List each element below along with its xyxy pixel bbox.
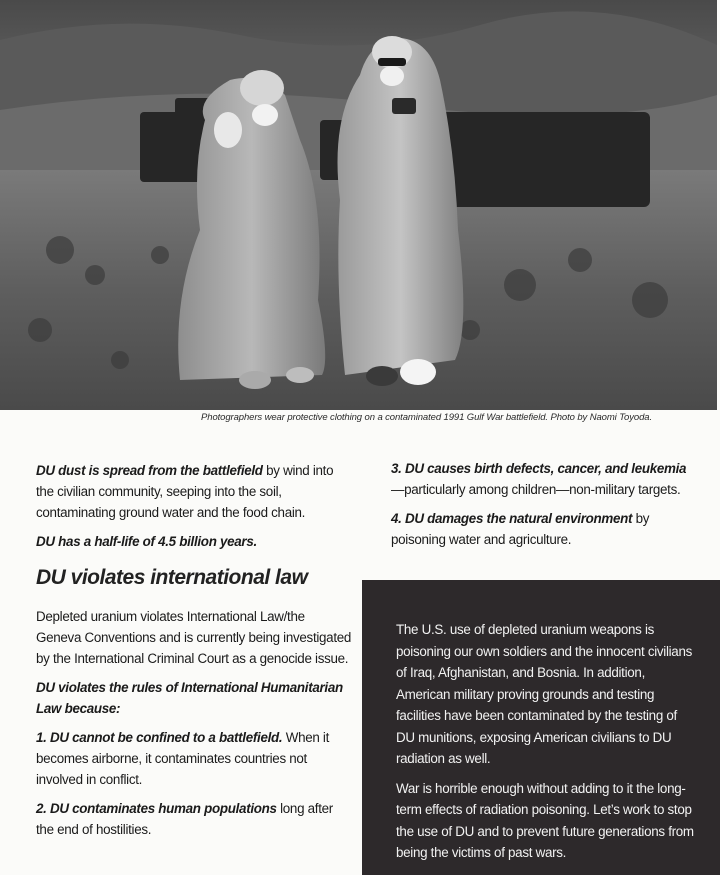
half-life-statement: DU has a half-life of 4.5 billion years.: [36, 534, 257, 549]
callout-paragraph-1: The U.S. use of depleted uranium weapons is poisoning our own soldiers and the innocent civilians of Iraq, Afghanistan, and Bosnia. In addition, American military proving grounds and testing facilities have been contaminated by the testing of DU munitions, exposing American civilians to DU radiation as well.: [396, 622, 692, 766]
item-1-lead: 1. DU cannot be confined to a battlefield.: [36, 730, 283, 745]
section-heading: DU violates international law: [36, 566, 308, 589]
item-3-text: —particularly among children—non-military targets.: [391, 482, 681, 497]
photo-caption: Photographers wear protective clothing on a contaminated 1991 Gulf War battlefield. Photo by Naomi Toyoda.: [201, 412, 652, 423]
left-column: [36, 460, 352, 552]
callout-paragraph-2: War is horrible enough without adding to it the long-term effects of radiation poisoning. Let’s work to stop the use of DU and to prevent future generations from being the victims of past wars.: [396, 780, 694, 860]
du-dust-text: by wind into the civilian community, seeping into the soil, contaminating ground water and the food chain.: [36, 463, 334, 520]
item-1-text: When it becomes airborne, it contaminates countries not involved in conflict.: [36, 730, 330, 787]
du-dust-paragraph: [36, 460, 352, 523]
right-column: [391, 458, 691, 550]
item-3-lead: 3. DU causes birth defects, cancer, and leukemia: [391, 461, 687, 476]
item-4-text: by poisoning water and agriculture.: [391, 511, 650, 547]
photo-illustration: [0, 0, 717, 410]
du-dust-lead: DU dust is spread from the battlefield: [36, 463, 263, 478]
callout-text: [396, 619, 696, 872]
international-law-section: [36, 606, 352, 848]
item-2-lead: 2. DU contaminates human populations: [36, 801, 277, 816]
item-1: [36, 727, 352, 790]
callout-box: [362, 580, 720, 875]
item-4-lead: 4. DU damages the natural environment: [391, 511, 633, 526]
item-2-text: long after the end of hostilities.: [36, 801, 333, 837]
law-rules: DU violates the rules of International Humanitarian Law because:: [36, 680, 343, 716]
battlefield-photo: [0, 0, 717, 410]
item-2: [36, 798, 352, 840]
item-4: [391, 508, 691, 550]
item-3: [391, 458, 691, 500]
law-intro: Depleted uranium violates International Law/the Geneva Conventions and is currently being investigated by the International Criminal Court as a genocide issue.: [36, 609, 352, 666]
